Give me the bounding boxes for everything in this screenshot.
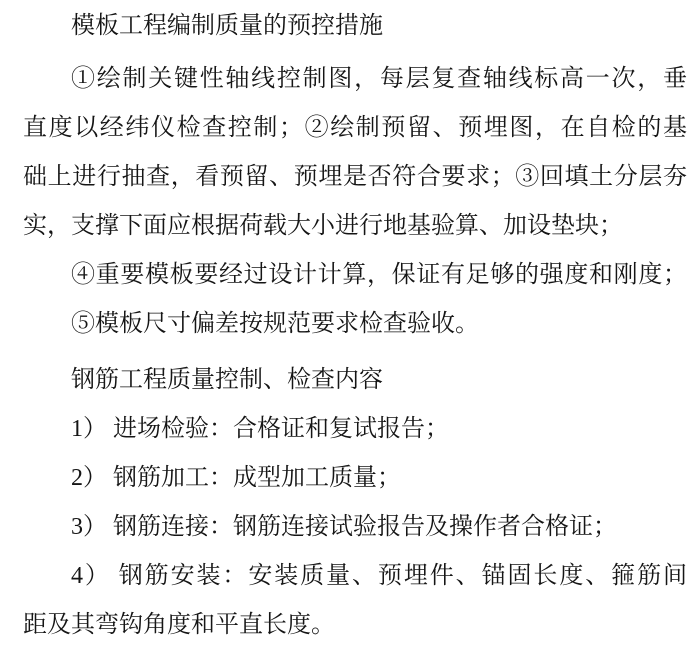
text-line: 4） 钢筋安装：安装质量、预埋件、锚固长度、箍筋间 <box>71 563 687 589</box>
text-line: 1） 进场检验：合格证和复试报告； <box>71 416 449 442</box>
text-line: 距及其弯钩角度和平直长度。 <box>23 612 335 638</box>
text-line: 实，支撑下面应根据荷载大小进行地基验算、加设垫块； <box>23 213 623 239</box>
text-line: 3） 钢筋连接：钢筋连接试验报告及操作者合格证； <box>71 514 617 540</box>
text-line: 钢筋工程质量控制、检查内容 <box>71 367 383 393</box>
text-line: 2） 钢筋加工：成型加工质量； <box>71 465 401 491</box>
text-line: ④重要模板要经过设计计算，保证有足够的强度和刚度； <box>71 262 687 288</box>
text-line: 础上进行抽查，看预留、预埋是否符合要求；③回填土分层夯 <box>23 164 687 190</box>
text-line: ①绘制关键性轴线控制图，每层复查轴线标高一次，垂 <box>71 66 687 92</box>
text-line: 直度以经纬仪检查控制；②绘制预留、预埋图，在自检的基 <box>23 115 687 141</box>
document-body <box>23 2 687 650</box>
text-line: 模板工程编制质量的预控措施 <box>71 13 383 39</box>
text-line: ⑤模板尺寸偏差按规范要求检查验收。 <box>71 311 479 337</box>
